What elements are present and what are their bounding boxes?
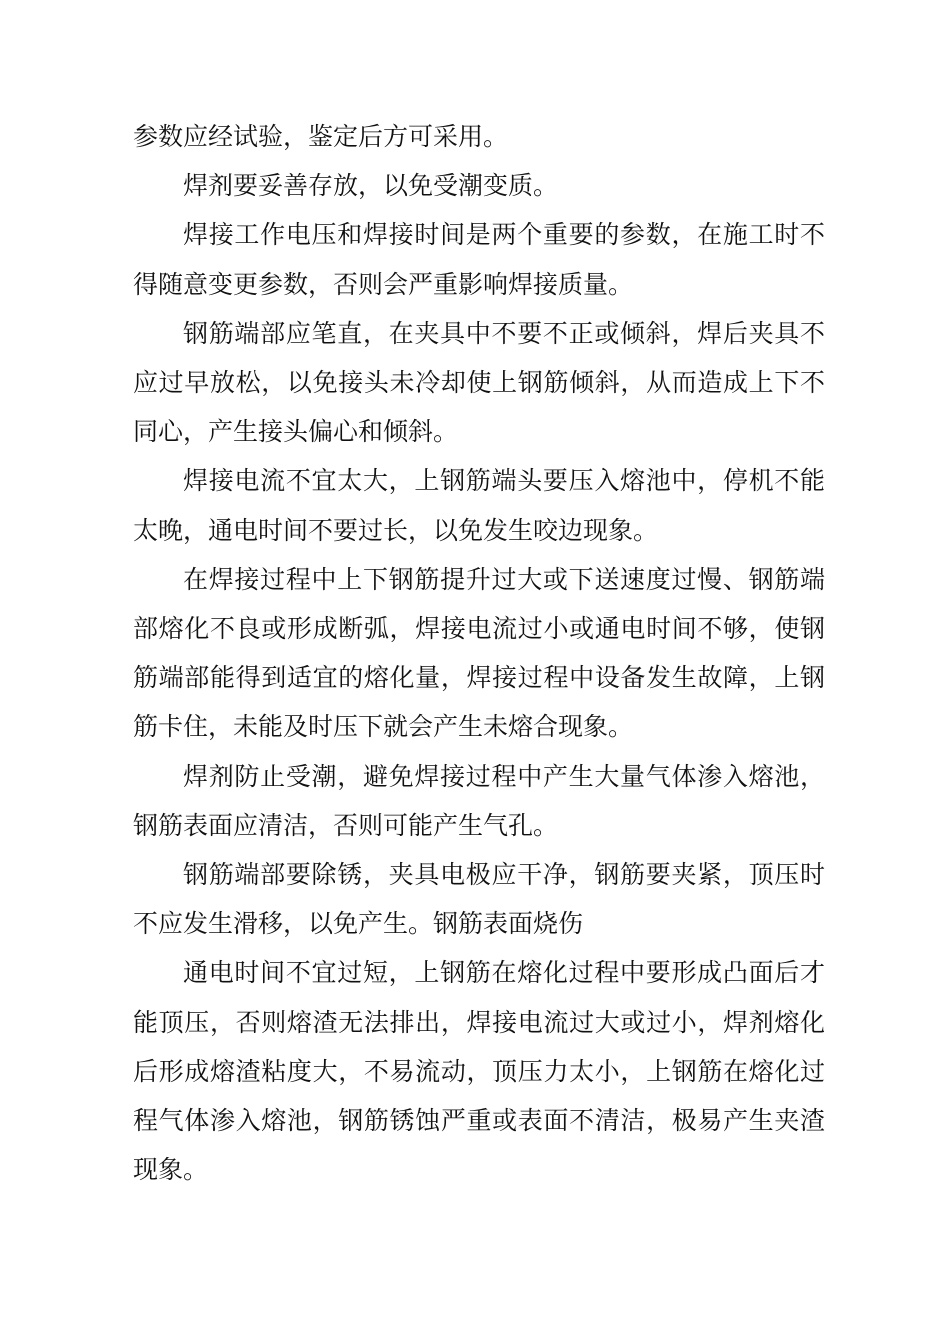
paragraph-7: 焊剂防止受潮，避免焊接过程中产生大量气体渗入熔池，钢筋表面应清洁，否则可能产生气孔。 [133, 761, 825, 840]
paragraph-8: 钢筋端部要除锈，夹具电极应干净，钢筋要夹紧，顶压时不应发生滑移，以免产生。钢筋表面烧伤 [133, 860, 825, 939]
paragraph-4: 钢筋端部应笔直，在夹具中不要不正或倾斜，焊后夹具不应过早放松，以免接头未冷却使上钢筋倾斜，从而造成上下不同心，产生接头偏心和倾斜。 [133, 318, 825, 447]
paragraph-2: 焊剂要妥善存放，以免受潮变质。 [183, 171, 559, 201]
document-body [133, 112, 825, 1194]
paragraph-6: 在焊接过程中上下钢筋提升过大或下送速度过慢、钢筋端部熔化不良或形成断弧，焊接电流过小或通电时间不够，使钢筋端部能得到适宜的熔化量，焊接过程中设备发生故障，上钢筋卡住，未能及时压下就会产生未熔合现象。 [133, 564, 825, 742]
paragraph-9: 通电时间不宜过短，上钢筋在熔化过程中要形成凸面后才能顶压，否则熔渣无法排出，焊接电流过大或过小，焊剂熔化后形成熔渣粘度大，不易流动，顶压力太小，上钢筋在熔化过程气体渗入熔池，钢筋锈蚀严重或表面不清洁，极易产生夹渣现象。 [133, 958, 825, 1185]
paragraph-5: 焊接电流不宜太大，上钢筋端头要压入熔池中，停机不能太晚，通电时间不要过长，以免发生咬边现象。 [133, 466, 825, 545]
paragraph-3: 焊接工作电压和焊接时间是两个重要的参数，在施工时不得随意变更参数，否则会严重影响焊接质量。 [133, 220, 825, 299]
paragraph-1: 参数应经试验，鉴定后方可采用。 [133, 122, 509, 151]
